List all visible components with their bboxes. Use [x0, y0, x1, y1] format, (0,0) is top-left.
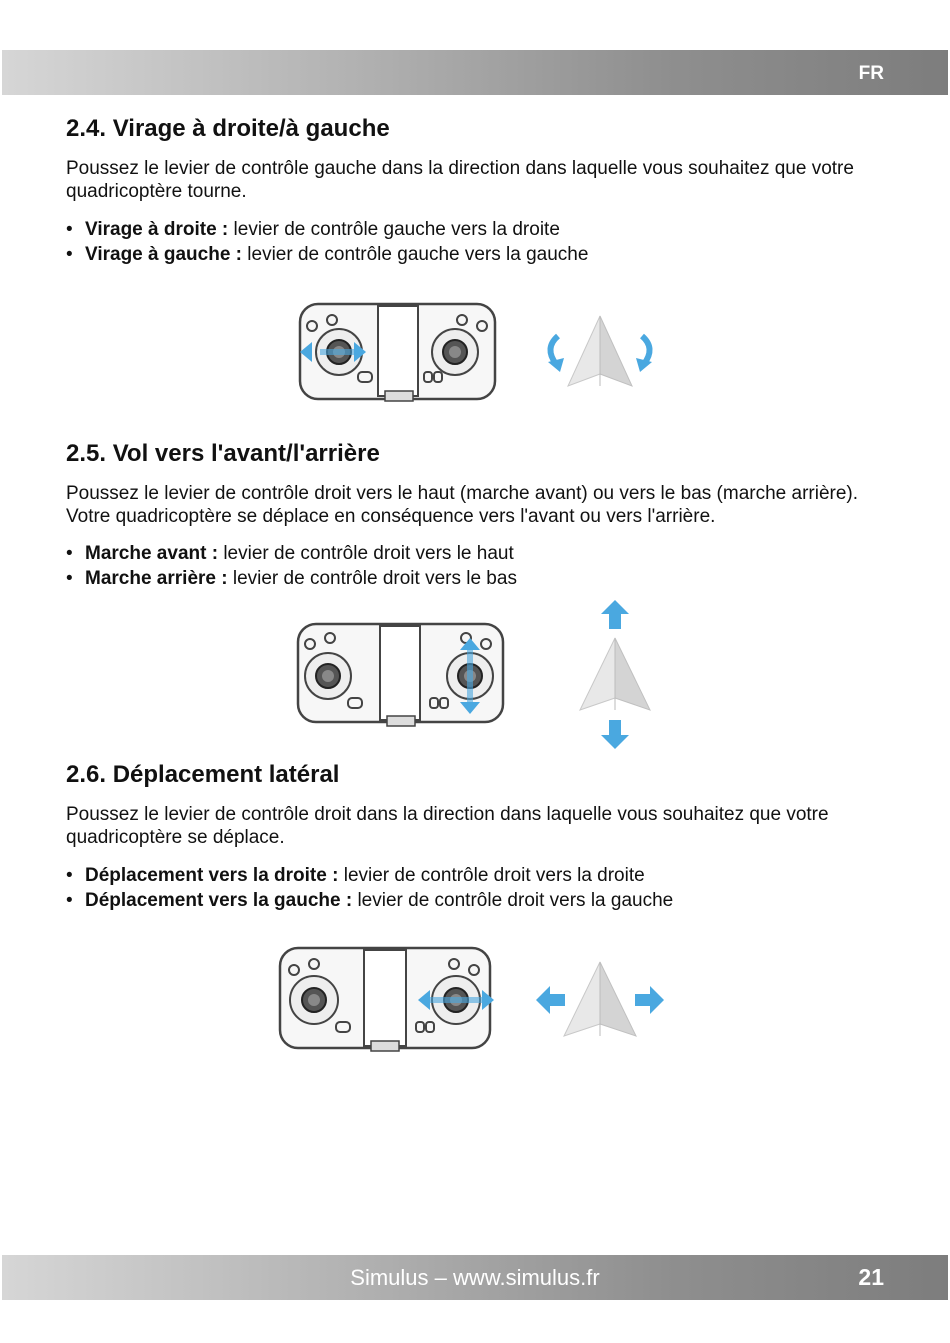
list-item: • Déplacement vers la gauche : levier de contrôle droit vers la gauche	[66, 888, 673, 913]
forward-back-illustration	[290, 598, 670, 753]
forward-arrow-icon	[601, 600, 629, 629]
quadcopter-icon	[580, 638, 650, 710]
section-paragraph-forward-back: Poussez le levier de contrôle droit vers le haut (marche avant) ou vers le bas (marche arrière). Votre quadricoptère se déplace en conséquence vers l'avant ou vers l'arrière.	[66, 483, 859, 527]
bullet-list-lateral	[66, 863, 673, 913]
quadcopter-icon	[568, 316, 632, 386]
list-item: • Marche avant : levier de contrôle droit vers le haut	[66, 541, 517, 566]
section-title-forward-back: 2.5. Vol vers l'avant/l'arrière	[66, 440, 380, 467]
turn-illustration	[290, 296, 670, 411]
list-item: • Virage à gauche : levier de contrôle gauche vers la gauche	[66, 242, 588, 267]
section-title-turn: 2.4. Virage à droite/à gauche	[66, 115, 390, 142]
backward-arrow-icon	[601, 720, 629, 749]
section-title-lateral: 2.6. Déplacement latéral	[66, 761, 340, 788]
slide-left-arrow-icon	[536, 986, 565, 1014]
list-item: • Virage à droite : levier de contrôle gauche vers la droite	[66, 217, 588, 242]
footer-bar	[2, 1255, 948, 1300]
bullet-list-forward-back	[66, 541, 517, 591]
list-item: • Déplacement vers la droite : levier de contrôle droit vers la droite	[66, 863, 673, 888]
language-label: FR	[858, 63, 884, 84]
header-bar	[2, 50, 948, 95]
lateral-illustration	[270, 938, 670, 1058]
section-paragraph-lateral: Poussez le levier de contrôle droit dans la direction dans laquelle vous souhaitez que votre quadricoptère se déplace.	[66, 804, 829, 848]
quadcopter-icon	[564, 962, 636, 1036]
footer-site: Simulus – www.simulus.fr	[350, 1265, 600, 1290]
page-number: 21	[858, 1264, 884, 1290]
list-item: • Marche arrière : levier de contrôle droit vers le bas	[66, 566, 517, 591]
section-paragraph-turn: Poussez le levier de contrôle gauche dans la direction dans laquelle vous souhaitez que votre quadricoptère tourne.	[66, 158, 854, 202]
slide-right-arrow-icon	[635, 986, 664, 1014]
bullet-list-turn	[66, 217, 588, 267]
